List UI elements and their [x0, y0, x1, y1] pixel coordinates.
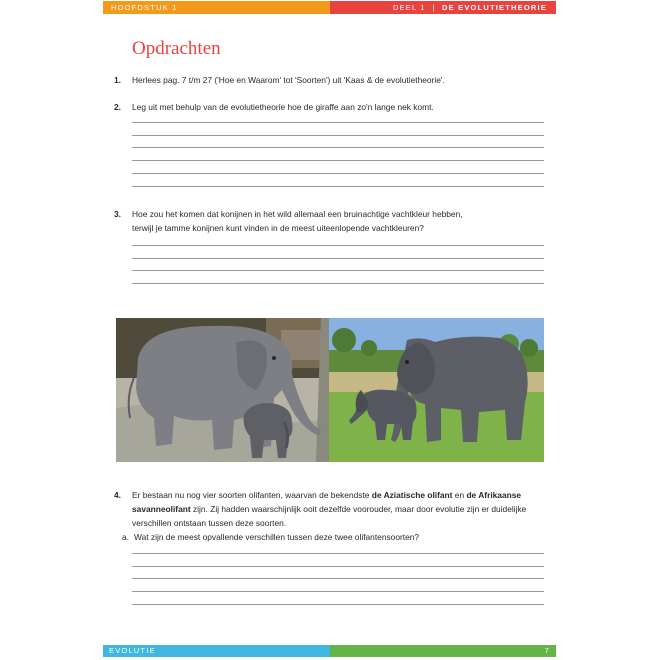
- answer-line[interactable]: [132, 592, 544, 605]
- question-text-line: Hoe zou het komen dat konijnen in het wild allemaal een bruinachtige vachtkleur hebben,: [132, 209, 463, 219]
- answer-line[interactable]: [132, 148, 544, 161]
- answer-line[interactable]: [132, 174, 544, 187]
- answer-line[interactable]: [132, 136, 544, 149]
- answer-line[interactable]: [132, 246, 544, 259]
- sub-question-label: a.: [122, 532, 129, 542]
- answer-line[interactable]: [132, 541, 544, 554]
- asian-elephant-photo: [116, 318, 329, 462]
- question-text: [132, 488, 562, 530]
- answer-line[interactable]: [132, 567, 544, 580]
- answer-line[interactable]: [132, 110, 544, 123]
- question-text-part: en: [452, 490, 467, 500]
- question-text-part: verschillen ontstaan tussen deze soorten.: [132, 518, 287, 528]
- footer-page: [330, 645, 556, 657]
- header-part-title: DE EVOLUTIETHEORIE: [442, 3, 547, 12]
- term-savanna-elephant: savanneolifant: [132, 504, 191, 514]
- answer-line[interactable]: [132, 554, 544, 567]
- page-title: Opdrachten: [132, 38, 221, 59]
- asian-elephant-image: [116, 318, 329, 462]
- page-number: 7: [544, 646, 550, 655]
- answer-lines-4a[interactable]: [132, 541, 544, 605]
- question-number: 3.: [114, 209, 121, 219]
- answer-lines-3[interactable]: [132, 233, 544, 284]
- header-part: [330, 1, 556, 14]
- question-text-part: zijn. Zij hadden waarschijnlijk ooit dezelfde voorouder, maar door evolutie zijn er duidelijke: [190, 504, 527, 514]
- african-elephant-photo: [329, 318, 544, 462]
- sub-question-text: Wat zijn de meest opvallende verschillen tussen deze twee olifantensoorten?: [134, 532, 420, 542]
- answer-line[interactable]: [132, 233, 544, 246]
- footer-subject: [103, 645, 330, 657]
- answer-line[interactable]: [132, 271, 544, 284]
- question-text: [132, 207, 552, 235]
- header-separator: |: [429, 3, 439, 12]
- question-text: Herlees pag. 7 t/m 27 ('Hoe en Waarom' tot 'Soorten') uit 'Kaas & de evolutietheorie'.: [132, 75, 445, 85]
- question-number: 1.: [114, 75, 121, 85]
- term-asian-elephant: de Aziatische olifant: [371, 490, 453, 500]
- question-text-part: Er bestaan nu nog vier soorten olifanten, waarvan de bekendste: [132, 490, 372, 500]
- answer-line[interactable]: [132, 161, 544, 174]
- answer-line[interactable]: [132, 123, 544, 136]
- header-chapter-label: HOOFDSTUK 1: [111, 3, 178, 12]
- african-elephant-image: [329, 318, 544, 462]
- footer-subject-label: EVOLUTIE: [109, 646, 156, 655]
- header-part-prefix: DEEL 1: [392, 3, 426, 12]
- question-number: 4.: [114, 490, 121, 500]
- question-text: Leg uit met behulp van de evolutietheorie hoe de giraffe aan zo'n lange nek komt.: [132, 102, 434, 112]
- term-african-elephant: de Afrikaanse: [466, 490, 522, 500]
- question-text-line: terwijl je tamme konijnen kunt vinden in de meest uiteenlopende vachtkleuren?: [132, 223, 424, 233]
- answer-line[interactable]: [132, 579, 544, 592]
- question-number: 2.: [114, 102, 121, 112]
- header-chapter: [103, 1, 330, 14]
- answer-lines-2[interactable]: [132, 110, 544, 187]
- answer-line[interactable]: [132, 259, 544, 272]
